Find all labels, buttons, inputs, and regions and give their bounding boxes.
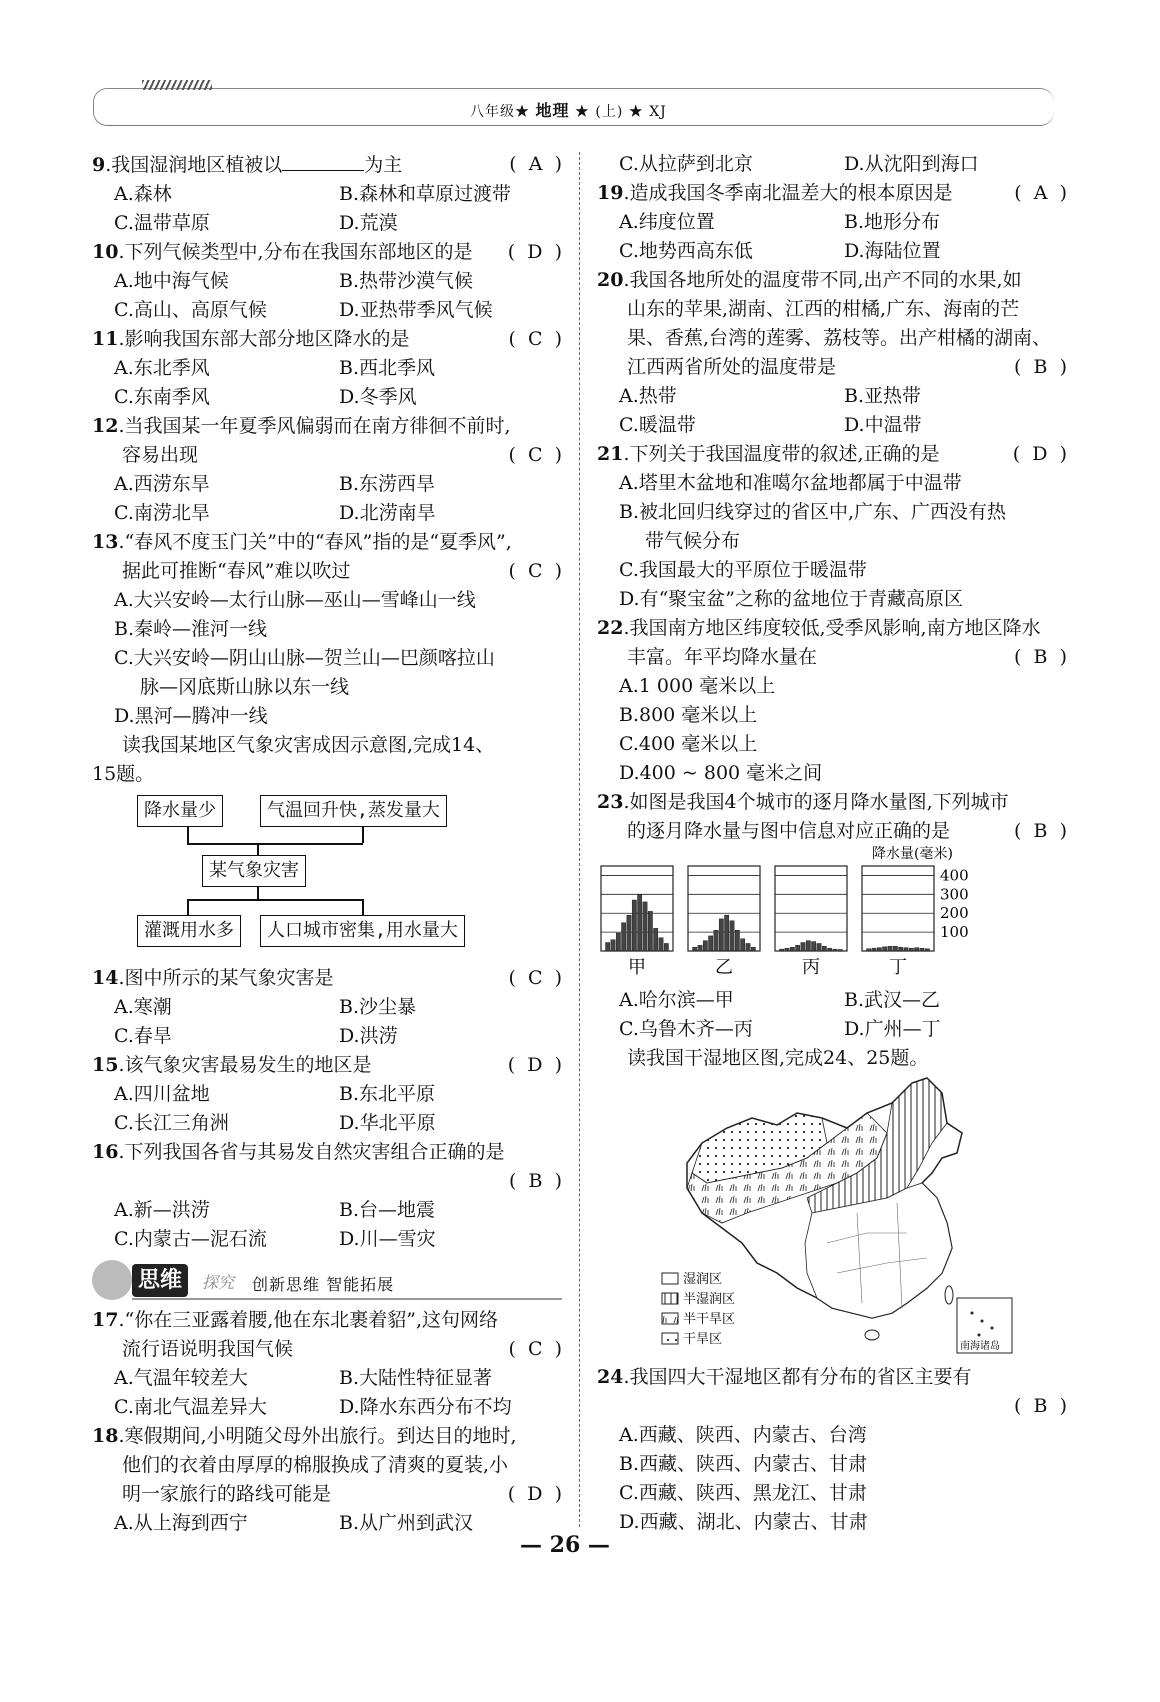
header-volume: (上)	[595, 104, 624, 120]
flow-box-irrigation: 灌溉用水多	[137, 915, 241, 947]
chart-bar	[790, 947, 794, 951]
chart-bar	[817, 943, 821, 951]
chart-bar	[611, 940, 615, 951]
chart-series-label: 甲	[628, 957, 646, 978]
legend-semi-humid: 半湿润区	[683, 1292, 736, 1307]
page-header: 八年级★ 地理 ★ (上) ★ XJ	[470, 101, 667, 120]
thinking-icon	[92, 1260, 132, 1300]
chart-bar	[709, 936, 713, 951]
answer: ( C )	[508, 328, 562, 350]
chart-bar	[751, 947, 755, 951]
chart-bar	[616, 933, 620, 951]
answer: ( C )	[508, 444, 562, 466]
chart-bar	[622, 923, 626, 951]
chart-bar	[693, 947, 697, 951]
chart-bar	[632, 900, 636, 951]
chart-bar	[920, 948, 924, 951]
chart-bar	[746, 943, 750, 951]
chart-bar	[741, 939, 745, 951]
question-22: 22.我国南方地区纬度较低,受季风影响,南方地区降水 丰富。年平均降水量在 ( B ) A.1 000 毫米以上 B.800 毫米以上 C.400 毫米以上 D.400 ~ 800 毫米之间	[597, 617, 1067, 784]
chart-bar	[730, 921, 734, 951]
question-11: 11.影响我国东部大部分地区降水的是 ( C ) A.东北季风 B.西北季风 C.东南季风 D.冬季风	[92, 325, 562, 412]
banner-slogan: 创新思维 智能拓展	[252, 1275, 395, 1294]
chart-bar	[698, 945, 702, 951]
question-19: 19.造成我国冬季南北温差大的根本原因是 ( A ) A.纬度位置 B.地形分布 C.地势西高东低 D.海陆位置	[597, 179, 1067, 266]
intro-24-25: 读我国干湿地区图,完成24、25题。	[627, 1047, 929, 1069]
legend-arid: 干旱区	[683, 1332, 723, 1347]
china-map-figure	[657, 1073, 1017, 1363]
column-divider	[579, 152, 580, 1527]
intro-14-15: 读我国某地区气象灾害成因示意图,完成14、	[122, 734, 495, 756]
question-14: 14.图中所示的某气象灾害是 ( C ) A.寒潮 B.沙尘暴 C.春旱 D.洪涝	[92, 964, 562, 1051]
chart-ytick: 200	[940, 904, 969, 923]
answer: ( D )	[507, 1483, 562, 1505]
page-number: — 26 —	[520, 1532, 610, 1558]
answer: ( B )	[1014, 1395, 1067, 1417]
chart-bar	[725, 915, 729, 951]
question-13: 13.“春风不度玉门关”中的“春风”指的是“夏季风”, 据此可推断“春风”难以吹过 ( C ) A.大兴安岭—太行山脉—巫山—雪峰山一线 B.秦岭—淮河一线 C.大兴安岭—阴山山脉—贺兰山—巴颜喀拉山 脉—冈底斯山脉以东一线 D.黑河—腾冲一线	[92, 531, 562, 727]
chart-bar	[915, 948, 919, 951]
chart-bar	[659, 938, 663, 951]
chart-ytick: 400	[940, 866, 969, 885]
section-banner	[92, 1260, 562, 1304]
chart-bar	[877, 948, 881, 951]
chart-bar	[638, 894, 642, 951]
question-17: 17.“你在三亚露着腰,他在东北裹着貂”,这句网络 流行语说明我国气候 ( C ) A.气温年较差大 B.大陆性特征显著 C.南北气温差异大 D.降水东西分布不均	[92, 1309, 562, 1418]
answer: ( B )	[1014, 356, 1067, 378]
chart-bar	[714, 930, 718, 951]
header-stripes	[142, 80, 212, 90]
header-grade: 八年级	[470, 104, 515, 120]
chart-bar	[883, 947, 887, 951]
chart-ytick: 300	[940, 885, 969, 904]
answer: ( A )	[509, 153, 562, 175]
chart-bar	[872, 948, 876, 951]
chart-panel-3	[775, 866, 847, 951]
question-18: 18.寒假期间,小明随父母外出旅行。到达目的地时, 他们的衣着由厚厚的棉服换成了清爽的夏装,小 明一家旅行的路线可能是 ( D ) A.从上海到西宁 B.从广州到武汉	[92, 1425, 562, 1534]
legend-semi-arid: 半干旱区	[683, 1312, 736, 1327]
chart-series-label: 乙	[715, 957, 733, 978]
question-23-options: A.哈尔滨—甲 B.武汉—乙 C.乌鲁木齐—丙 D.广州—丁	[619, 989, 941, 1040]
answer: ( A )	[1014, 182, 1067, 204]
chart-bar	[867, 949, 871, 951]
flow-box-evaporation: 气温回升快,蒸发量大	[260, 795, 447, 827]
chart-series-label: 丁	[889, 957, 907, 978]
header-subject: 地理	[535, 101, 570, 120]
chart-bar	[925, 949, 929, 951]
chart-bar	[664, 943, 668, 951]
banner-title: 思维	[132, 1264, 188, 1297]
legend-humid: 湿润区	[683, 1272, 723, 1287]
answer: ( D )	[507, 241, 562, 263]
question-15: 15.该气象灾害最易发生的地区是 ( D ) A.四川盆地 B.东北平原 C.长江三角洲 D.华北平原	[92, 1051, 562, 1138]
question-16: 16.下列我国各省与其易发自然灾害组合正确的是 ( B ) A.新—洪涝 B.台—地震 C.内蒙古—泥石流 D.川—雪灾	[92, 1141, 562, 1250]
question-10: 10.下列气候类型中,分布在我国东部地区的是 ( D ) A.地中海气候 B.热带沙漠气候 C.高山、高原气候 D.亚热带季风气候	[92, 238, 562, 325]
flow-box-low-rain: 降水量少	[137, 795, 223, 827]
chart-bar	[643, 902, 647, 951]
chart-bar	[796, 945, 800, 951]
chart-bar	[719, 919, 723, 951]
question-24: 24.我国四大干湿地区都有分布的省区主要有 ( B ) A.西藏、陕西、内蒙古、台湾 B.西藏、陕西、内蒙古、甘肃 C.西藏、陕西、黑龙江、甘肃 D.西藏、湖北、内蒙古、甘肃	[597, 1366, 1067, 1533]
answer: ( B )	[1014, 820, 1067, 842]
chart-panel-4	[862, 866, 934, 951]
question-21: 21.下列关于我国温度带的叙述,正确的是 ( D ) A.塔里木盆地和准噶尔盆地都属于中温带 B.被北回归线穿过的省区中,广东、广西没有热 带气候分布 C.我国最大的平原位于暖温带 D.有“聚宝盆”之称的盆地位于青藏高原区	[597, 440, 1067, 614]
chart-bar	[780, 949, 784, 951]
chart-bar	[806, 941, 810, 951]
chart-bar	[627, 915, 631, 951]
chart-series-label: 丙	[802, 957, 820, 978]
chart-bar	[909, 948, 913, 951]
chart-bar	[899, 947, 903, 951]
chart-bar	[888, 946, 892, 951]
chart-svg	[597, 846, 1017, 986]
question-9: 9.我国湿润地区植被以 为主 ( A ) A.森林 B.森林和草原过渡带 C.温带草原 D.荒漠	[92, 150, 562, 238]
chart-ytick: 100	[940, 923, 969, 942]
question-23: 23.如图是我国4个城市的逐月降水量图,下列城市 的逐月降水量与图中信息对应正确的是 ( B )	[597, 788, 1067, 846]
banner-subtitle: 探究	[202, 1273, 235, 1292]
flow-box-population: 人口城市密集,用水量大	[260, 915, 465, 947]
chart-bar	[828, 948, 832, 951]
chart-bar	[812, 942, 816, 951]
chart-bar	[893, 946, 897, 951]
chart-bar	[703, 941, 707, 951]
chart-ylabel: 降水量(毫米)	[872, 846, 953, 862]
dry-wet-map	[657, 1073, 1017, 1363]
chart-bar	[785, 948, 789, 951]
left-column	[92, 150, 562, 1538]
chart-bar	[833, 949, 837, 951]
question-18-cont: C.从拉萨到北京 D.从沈阳到海口	[619, 153, 979, 175]
chart-panel-2	[688, 866, 760, 951]
chart-bar	[606, 943, 610, 952]
header-edition: XJ	[649, 104, 667, 120]
intro-14-15-cont: 15题。	[92, 763, 155, 785]
fill-blank	[282, 150, 364, 171]
flowchart	[92, 789, 552, 964]
answer: ( C )	[508, 1338, 562, 1360]
answer: ( B )	[509, 1170, 562, 1192]
answer: ( C )	[508, 560, 562, 582]
chart-bar	[904, 948, 908, 951]
answer: ( C )	[508, 967, 562, 989]
chart-bar	[838, 949, 842, 951]
question-20: 20.我国各地所处的温度带不同,出产不同的水果,如 山东的苹果,湖南、江西的柑橘,广东、海南的芒 果、香蕉,台湾的莲雾、荔枝等。出产柑橘的湖南、 江西两省所处的温度带是 ( B ) A.热带 B.亚热带 C.暖温带 D.中温带	[597, 269, 1067, 436]
inset-label: 南海诸岛	[960, 1341, 1000, 1352]
answer: ( D )	[1012, 443, 1067, 465]
chart-bar	[654, 928, 658, 951]
chart-bar	[735, 930, 739, 951]
question-12: 12.当我国某一年夏季风偏弱而在南方徘徊不前时, 容易出现 ( C ) A.西涝东旱 B.东涝西旱 C.南涝北旱 D.北涝南旱	[92, 415, 562, 524]
answer: ( B )	[1014, 646, 1067, 668]
chart-bar	[648, 911, 652, 951]
right-column	[597, 150, 1067, 1537]
answer: ( D )	[507, 1054, 562, 1076]
chart-bar	[801, 943, 805, 952]
chart-bar	[822, 946, 826, 951]
flow-box-disaster: 某气象灾害	[202, 855, 306, 887]
precipitation-chart	[597, 846, 1017, 986]
